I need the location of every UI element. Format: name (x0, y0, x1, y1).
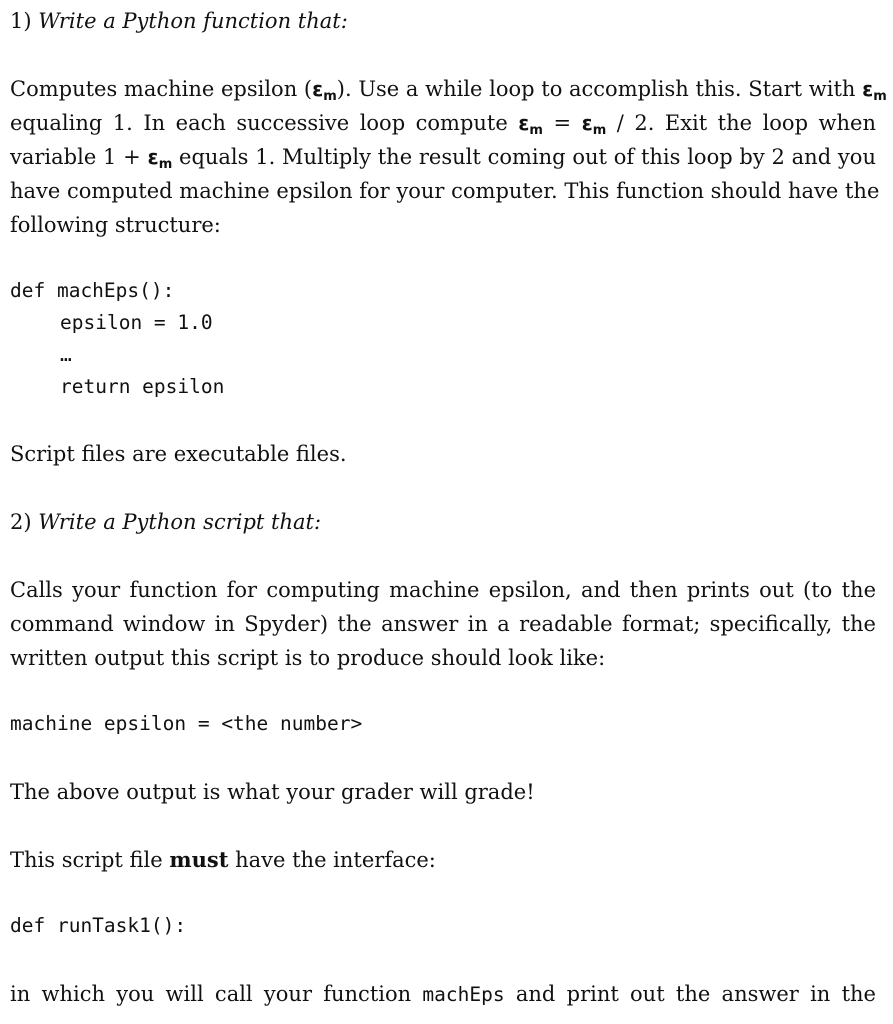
task1-para-line-3: variable $1 + \varepsilon_m$ equals 1. Multiply the result coming out of this loop by 2 and you (10, 145, 876, 172)
task1-para-line-2: equaling 1. In each successive loop compute $\varepsilon_m = \varepsilon_m / 2$. Exit the loop when (10, 111, 876, 138)
epsilon-symbol: $\varepsilon_m$ (312, 77, 337, 104)
machEps-inline-code: machEps (422, 983, 505, 1006)
interface-sentence: This script file must have the interface: (10, 847, 436, 872)
task2-heading (10, 505, 876, 539)
code-line-ellipsis: … (60, 343, 72, 366)
task1-heading-text: Write a Python function that: (38, 9, 348, 33)
must-emphasis: must (169, 847, 229, 872)
task2-heading-text: Write a Python script that: (38, 510, 322, 534)
task1-heading (10, 4, 876, 38)
task2-para-line-1: Calls your function for computing machine epsilon, and then prints out (to the (10, 578, 876, 602)
code-line-epsilon: epsilon = 1.0 (60, 311, 213, 334)
final-line: in which you will call your function machEps and print out the answer in the (10, 982, 876, 1006)
task1-number: 1) (10, 9, 32, 33)
epsilon-symbol: $\varepsilon_m$ (147, 145, 173, 172)
task2-number: 2) (10, 510, 32, 534)
output-example: machine epsilon = <the number> (10, 712, 363, 735)
task1-para-line-4: have computed machine epsilon for your computer. This function should have the (10, 179, 880, 203)
task2-para-line-3: written output this script is to produce should look like: (10, 646, 606, 670)
task1-para-line-5: following structure: (10, 213, 221, 237)
grader-note: The above output is what your grader will grade! (10, 780, 535, 804)
task1-para-line-1: Computes machine epsilon $(\varepsilon_m)$. Use a while loop to accomplish this. Start with $\varepsilon_m$ (10, 77, 887, 104)
epsilon-symbol: $\varepsilon_m$ (862, 77, 887, 104)
code-line-return: return epsilon (60, 375, 225, 398)
epsilon-symbol: $\varepsilon_m$ (518, 111, 543, 138)
code-line-def: def machEps(): (10, 279, 175, 302)
interface-code: def runTask1(): (10, 914, 187, 937)
epsilon-symbol: $\varepsilon_m$ (581, 111, 607, 138)
task2-para-line-2: command window in Spyder) the answer in a readable format; specifically, the (10, 612, 876, 636)
script-files-note: Script files are executable files. (10, 442, 347, 466)
